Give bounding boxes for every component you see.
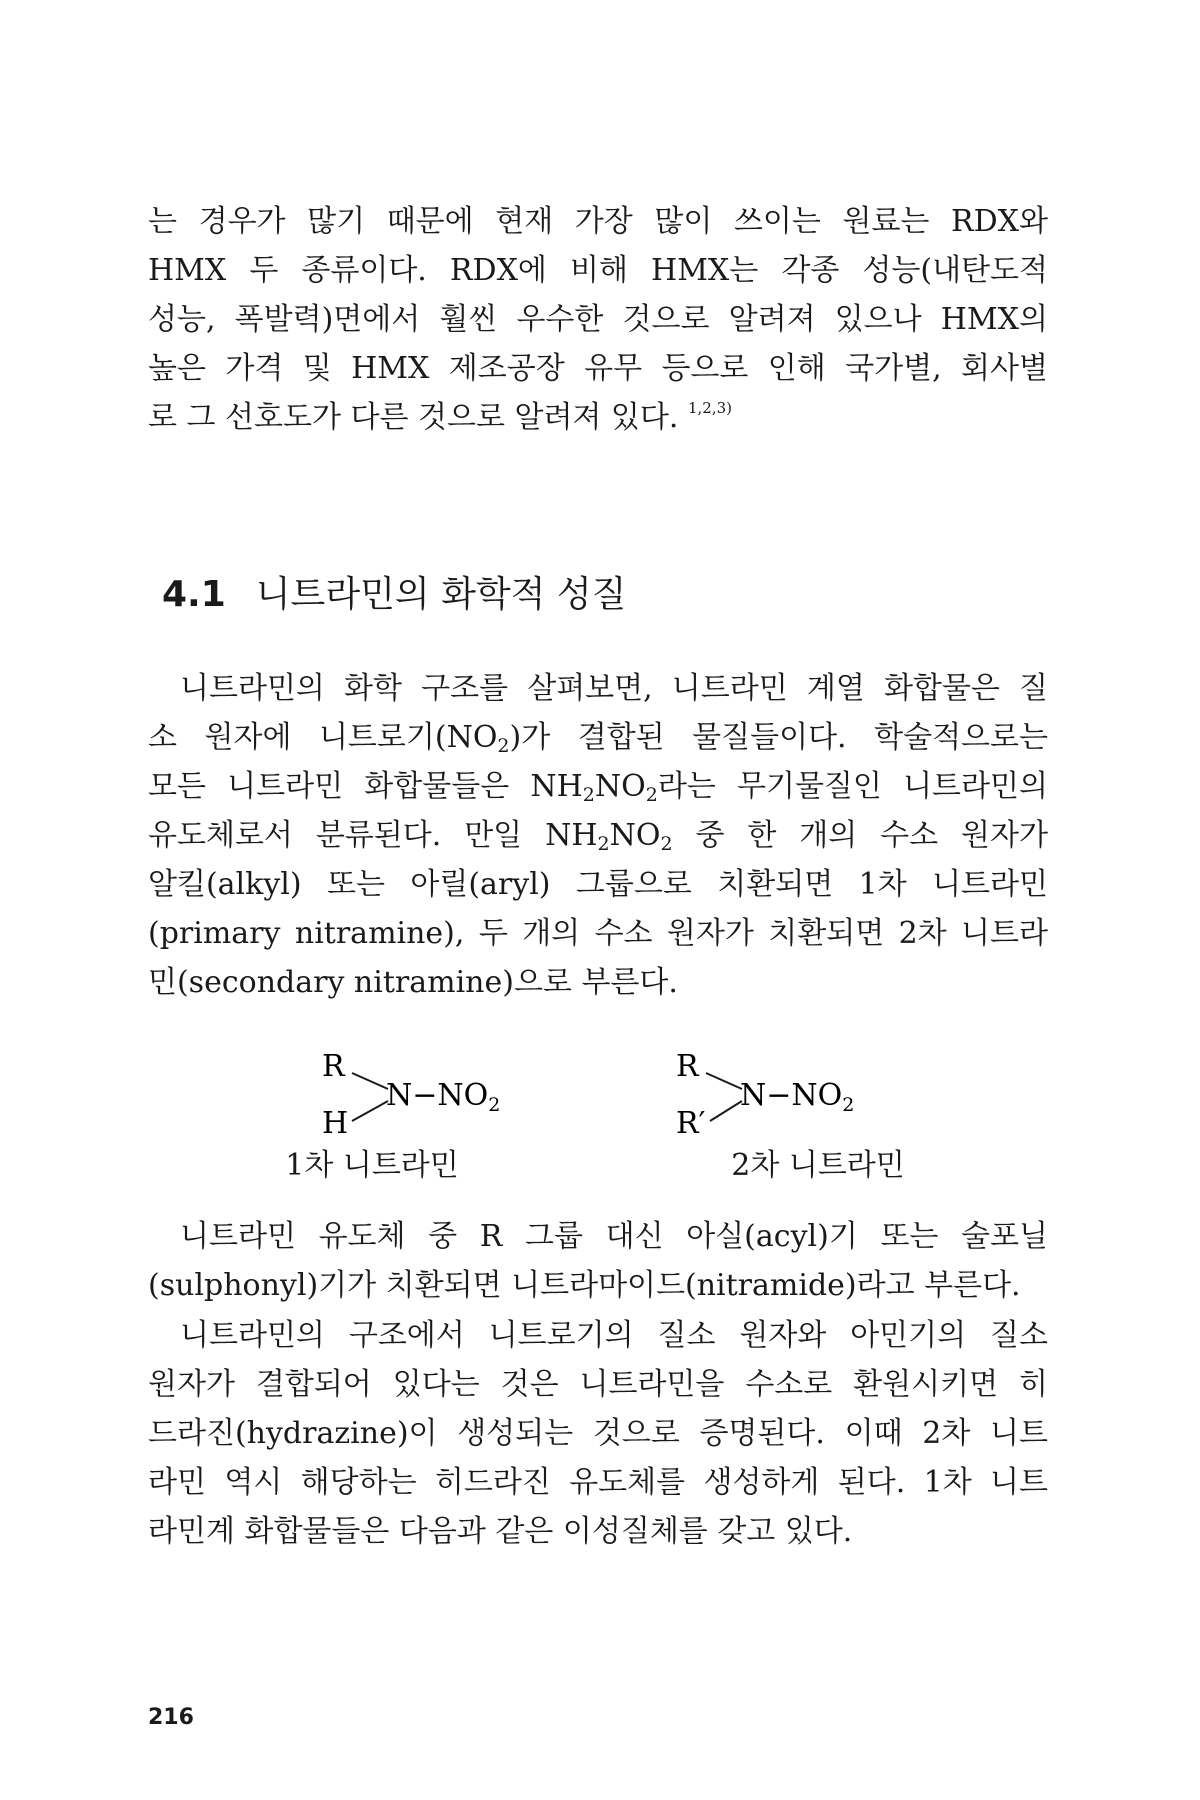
page-number: 216: [148, 1705, 194, 1730]
text-line: [148, 811, 1048, 860]
structure-bonds: [676, 1043, 876, 1143]
section-heading: [162, 566, 626, 617]
bond-line: [352, 1073, 388, 1089]
text-line: 드라진(hydrazine)이 생성되는 것으로 증명된다. 이때 2차 니트: [148, 1416, 1048, 1451]
h-label: H: [322, 1106, 349, 1141]
text-line: 라민계 화합물들은 다음과 같은 이성질체를 갖고 있다.: [148, 1514, 853, 1549]
subscript: 2: [488, 1094, 501, 1116]
text-line: 니트라민의 화학 구조를 살펴보면, 니트라민 계열 화합물은 질: [180, 671, 1048, 706]
section-title: 니트라민의 화학적 성질: [255, 574, 627, 615]
subscript: 2: [497, 735, 510, 757]
bond-line: [710, 1101, 742, 1121]
r-prime-label: R′: [676, 1106, 706, 1141]
nitramide-paragraph: [148, 1212, 1048, 1310]
group-text: N−NO: [386, 1078, 489, 1113]
text-line: 민(secondary nitramine)으로 부른다.: [148, 965, 678, 1000]
secondary-nitramine-structure: [676, 1043, 876, 1143]
text-line: 는 경우가 많기 때문에 현재 가장 많이 쓰이는 원료는 RDX와: [148, 204, 1048, 239]
subscript: 2: [660, 833, 673, 855]
subscript: 2: [645, 784, 658, 806]
hydrazine-paragraph: [148, 1311, 1048, 1556]
text-line: 원자가 결합되어 있다는 것은 니트라민을 수소로 환원시키면 히: [148, 1367, 1048, 1402]
text-line-content: 로 그 선호도가 다른 것으로 알려져 있다.: [148, 400, 679, 435]
primary-nitramine-structure: [322, 1043, 522, 1143]
text-segment: 소 원자에 니트로기(NO: [148, 720, 498, 755]
text-line: [148, 713, 1048, 762]
nitro-group-label: [740, 1078, 854, 1116]
r-group-label: R: [676, 1049, 699, 1084]
primary-nitramine-label: 1차 니트라민: [285, 1148, 459, 1183]
citation: 1,2,3): [687, 399, 733, 417]
text-line: [148, 393, 1048, 442]
subscript: 2: [597, 833, 610, 855]
text-line: [148, 762, 1048, 811]
r-group-label: R: [322, 1049, 345, 1084]
text-line: 니트라민의 구조에서 니트로기의 질소 원자와 아민기의 질소: [180, 1318, 1048, 1353]
text-line: 높은 가격 및 HMX 제조공장 유무 등으로 인해 국가별, 회사별: [148, 351, 1048, 386]
section-number: 4.1: [162, 574, 226, 615]
text-line: (sulphonyl)기가 치환되면 니트라마이드(nitramide)라고 부른다.: [148, 1268, 1021, 1303]
nitro-group-label: [386, 1078, 500, 1116]
group-text: N−NO: [740, 1078, 843, 1113]
text-segment: 라는 무기물질인 니트라민의: [657, 769, 1048, 804]
text-segment: NO: [594, 769, 646, 804]
structure-bonds: [322, 1043, 522, 1143]
intro-paragraph: [148, 197, 1048, 442]
nitramine-structure-paragraph: [148, 664, 1048, 1007]
secondary-nitramine-label: 2차 니트라민: [731, 1148, 905, 1183]
text-segment: 중 한 개의 수소 원자가: [672, 818, 1048, 853]
text-line: (primary nitramine), 두 개의 수소 원자가 치환되면 2차 니트라: [148, 916, 1048, 951]
text-segment: 모든 니트라민 화합물들은 NH: [148, 769, 583, 804]
bond-line: [352, 1101, 388, 1121]
bond-line: [706, 1073, 742, 1089]
subscript: 2: [842, 1094, 855, 1116]
text-line: 니트라민 유도체 중 R 그룹 대신 아실(acyl)기 또는 술포닐: [180, 1219, 1048, 1254]
text-segment: 유도체로서 분류된다. 만일 NH: [148, 818, 598, 853]
text-line: 알킬(alkyl) 또는 아릴(aryl) 그룹으로 치환되면 1차 니트라민: [148, 867, 1048, 902]
text-segment: NO: [609, 818, 661, 853]
text-line: HMX 두 종류이다. RDX에 비해 HMX는 각종 성능(내탄도적: [148, 253, 1048, 288]
subscript: 2: [582, 784, 595, 806]
text-line: 라민 역시 해당하는 히드라진 유도체를 생성하게 된다. 1차 니트: [148, 1465, 1048, 1500]
text-segment: )가 결합된 물질들이다. 학술적으로는: [509, 720, 1048, 755]
text-line: 성능, 폭발력)면에서 훨씬 우수한 것으로 알려져 있으나 HMX의: [148, 302, 1048, 337]
